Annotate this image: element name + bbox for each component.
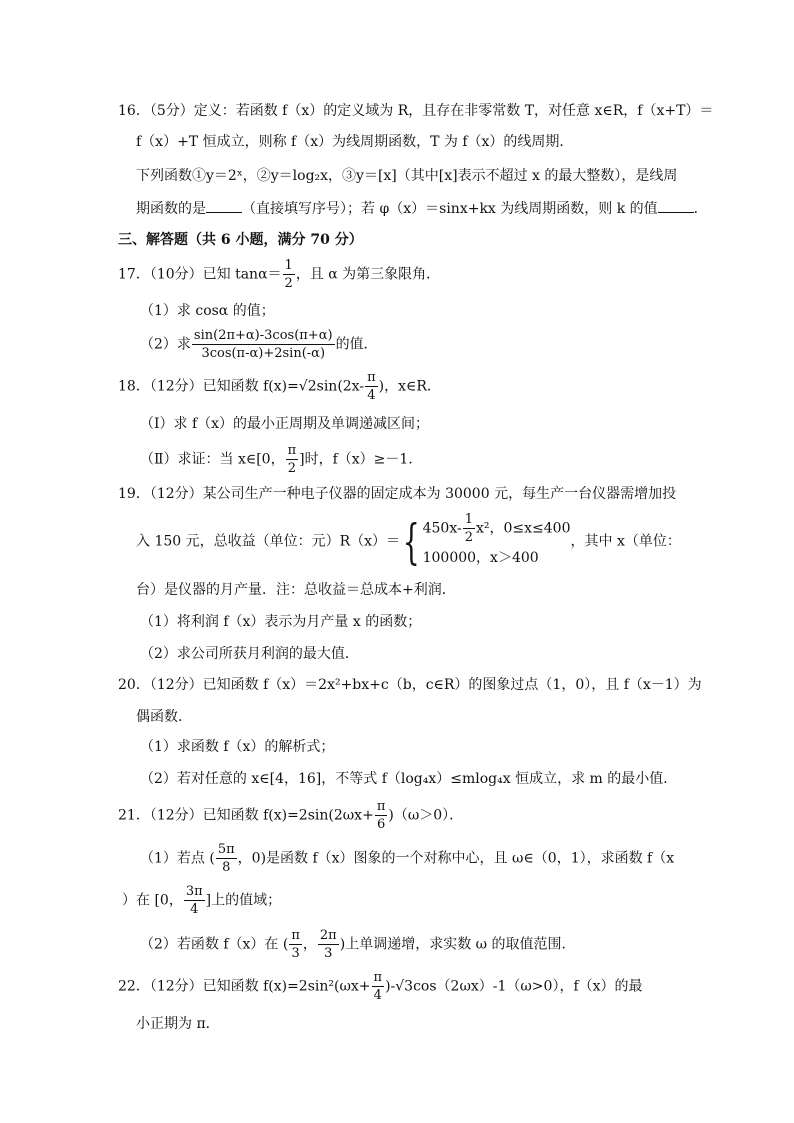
q22-stem <box>118 970 643 1003</box>
q16-line-4-c: ． <box>693 201 708 217</box>
q21-part-1-post: ，0)是函数 f（x）图象的一个对称中心，且 ω∈（0，1），求函数 f（x <box>237 850 675 867</box>
q22-line-2: 小正期为 π． <box>136 1016 220 1032</box>
answer-blank-1 <box>206 198 242 213</box>
q21-part-1-cont <box>122 884 281 917</box>
q21-part-2-num-2: 2π <box>319 928 337 943</box>
case-1-den: 2 <box>464 530 473 545</box>
q17-part-2-post: 的值． <box>335 336 378 353</box>
piecewise-brace: { <box>402 513 420 570</box>
q17-part-2-den: 3cos(π-α)+2sin(-α) <box>201 346 326 361</box>
q20-part-1: （1）求函数 f（x）的解析式； <box>140 739 335 755</box>
q21-part-2-fraction-2 <box>318 928 339 961</box>
q21-fraction <box>375 799 388 832</box>
q22-suffix: )-√3cos（2ωx）-1（ω>0），f（x）的最 <box>385 978 643 995</box>
q22-fraction <box>372 970 385 1003</box>
q18-fraction <box>365 370 378 403</box>
q16-line-2: f（x）+T 恒成立，则称 f（x）为线周期函数，T 为 f（x）的线周期． <box>136 134 574 150</box>
q18-part-2 <box>140 443 422 476</box>
q19-line-2-pre: 入 150 元，总收益（单位：元）R（x）＝ <box>136 533 401 550</box>
q21-part-1-pre: （1）若点 ( <box>140 850 215 867</box>
q16-line-4 <box>136 198 708 219</box>
q17-stem <box>118 258 440 291</box>
q19-part-1: （1）将利润 f（x）表示为月产量 x 的函数； <box>140 614 422 630</box>
q20-part-2: （2）若对任意的 x∈[4，16]，不等式 f（log₄x）≤mlog₄x 恒成立，求 m 的最小值． <box>140 771 678 787</box>
case-1-num: 1 <box>464 512 473 527</box>
q19-line-2 <box>136 512 681 571</box>
q16-line-3: 下列函数①y＝2ˣ，②y＝log₂x，③y＝[x]（其中[x]表示不超过 x 的最大整数），是线周 <box>136 168 678 184</box>
case-1-a: 450x- <box>422 520 462 537</box>
q21-part-2-pre: （2）若函数 f（x）在 ( <box>140 936 289 953</box>
q19-line-2-post: ，其中 x（单位： <box>570 533 681 550</box>
piecewise-case-1 <box>423 512 571 545</box>
q21-part-1b-num: 3π <box>185 884 203 899</box>
q18-part-2-post: ]时，f（x）≥－1． <box>299 451 423 468</box>
q21-part-1-fraction <box>216 842 237 875</box>
q17-frac-num: 1 <box>284 258 293 273</box>
q17-part-1: （1）求 cosα 的值； <box>140 303 275 319</box>
q21-part-2-mid: ， <box>302 936 317 953</box>
q17-fraction <box>283 258 295 291</box>
q21-part-2-post: )上单调递增，求实数 ω 的取值范围． <box>339 936 576 953</box>
q18-stem <box>118 370 441 403</box>
q21-part-1b-fraction <box>184 884 205 917</box>
q16-line-4-b: （直接填写序号）；若 φ（x）＝sinx+kx 为线周期函数，则 k 的值 <box>242 201 658 217</box>
piecewise-cases <box>423 512 571 571</box>
q18-prefix: 18．（12分）已知函数 f(x)=√2sin(2x- <box>118 378 365 395</box>
q18-part-2-den: 2 <box>287 461 296 476</box>
q21-prefix: 21．（12分）已知函数 f(x)=2sin(2ωx+ <box>118 807 374 824</box>
q17-part-2 <box>140 328 378 361</box>
q18-part-1: （Ⅰ）求 f（x）的最小正周期及单调递减区间； <box>140 416 430 432</box>
q17-suffix: ，且 α 为第三象限角． <box>295 266 441 283</box>
q21-frac-num: π <box>376 799 386 814</box>
section-3-title: 三、解答题（共 6 小题，满分 70 分） <box>118 232 363 248</box>
q16-line-1: 16．（5分）定义：若函数 f（x）的定义域为 R，且存在非零常数 T，对任意 x∈R，f（x+T）＝ <box>118 103 714 119</box>
q21-part-1b-post: ]上的值域； <box>205 892 282 909</box>
piecewise-case-2: 100000，x＞400 <box>422 550 539 566</box>
q21-part-2 <box>140 928 576 961</box>
q19-line-1: 19．（12分）某公司生产一种电子仪器的固定成本为 30000 元，每生产一台仪器需增加投 <box>118 486 677 502</box>
q16-line-4-a: 期函数的是 <box>136 201 206 217</box>
answer-blank-2 <box>658 198 694 213</box>
q22-frac-den: 4 <box>373 988 382 1003</box>
q18-part-2-num: π <box>287 443 297 458</box>
q20-line-2: 偶函数． <box>136 709 192 725</box>
q18-frac-num: π <box>367 370 376 385</box>
q21-part-1-num: 5π <box>217 842 235 857</box>
q17-part-2-pre: （2）求 <box>140 336 191 353</box>
q17-prefix: 17．（10分）已知 tanα＝ <box>118 266 282 283</box>
q21-part-2-den-2: 3 <box>324 946 333 961</box>
q21-part-1 <box>140 842 674 875</box>
q22-prefix: 22．（12分）已知函数 f(x)=2sin²(ωx+ <box>118 978 371 995</box>
q17-frac-den: 2 <box>284 276 293 291</box>
q21-part-1-den: 8 <box>222 860 231 875</box>
case-1-fraction <box>463 512 475 545</box>
q19-part-2: （2）求公司所获月利润的最大值． <box>140 646 359 662</box>
q21-part-1b-den: 4 <box>190 902 199 917</box>
q17-part-2-num: sin(2π+α)-3cos(π+α) <box>193 328 333 343</box>
q21-suffix: )（ω＞0）． <box>388 807 464 824</box>
case-1-b: x²，0≤x≤400 <box>476 520 571 537</box>
q20-line-1: 20．（12分）已知函数 f（x）＝2x²+bx+c（b，c∈R）的图象过点（1，0），且 f（x－1）为 <box>118 677 702 693</box>
q18-part-2-pre: （Ⅱ）求证：当 x∈[0， <box>140 451 285 468</box>
q19-line-3: 台）是仪器的月产量．注：总收益＝总成本+利润． <box>136 582 456 598</box>
q18-suffix: )，x∈R． <box>378 378 441 395</box>
q21-part-2-num-1: π <box>291 928 300 943</box>
q21-stem <box>118 799 463 832</box>
q18-part-2-fraction <box>286 443 299 476</box>
q21-part-2-fraction-1 <box>289 928 302 961</box>
q22-frac-num: π <box>373 970 383 985</box>
q18-frac-den: 4 <box>367 388 376 403</box>
q21-part-1b-pre: ）在 [0， <box>122 892 183 909</box>
q21-frac-den: 6 <box>376 817 386 832</box>
q21-part-2-den-1: 3 <box>291 946 300 961</box>
q17-part-2-fraction <box>192 328 335 361</box>
